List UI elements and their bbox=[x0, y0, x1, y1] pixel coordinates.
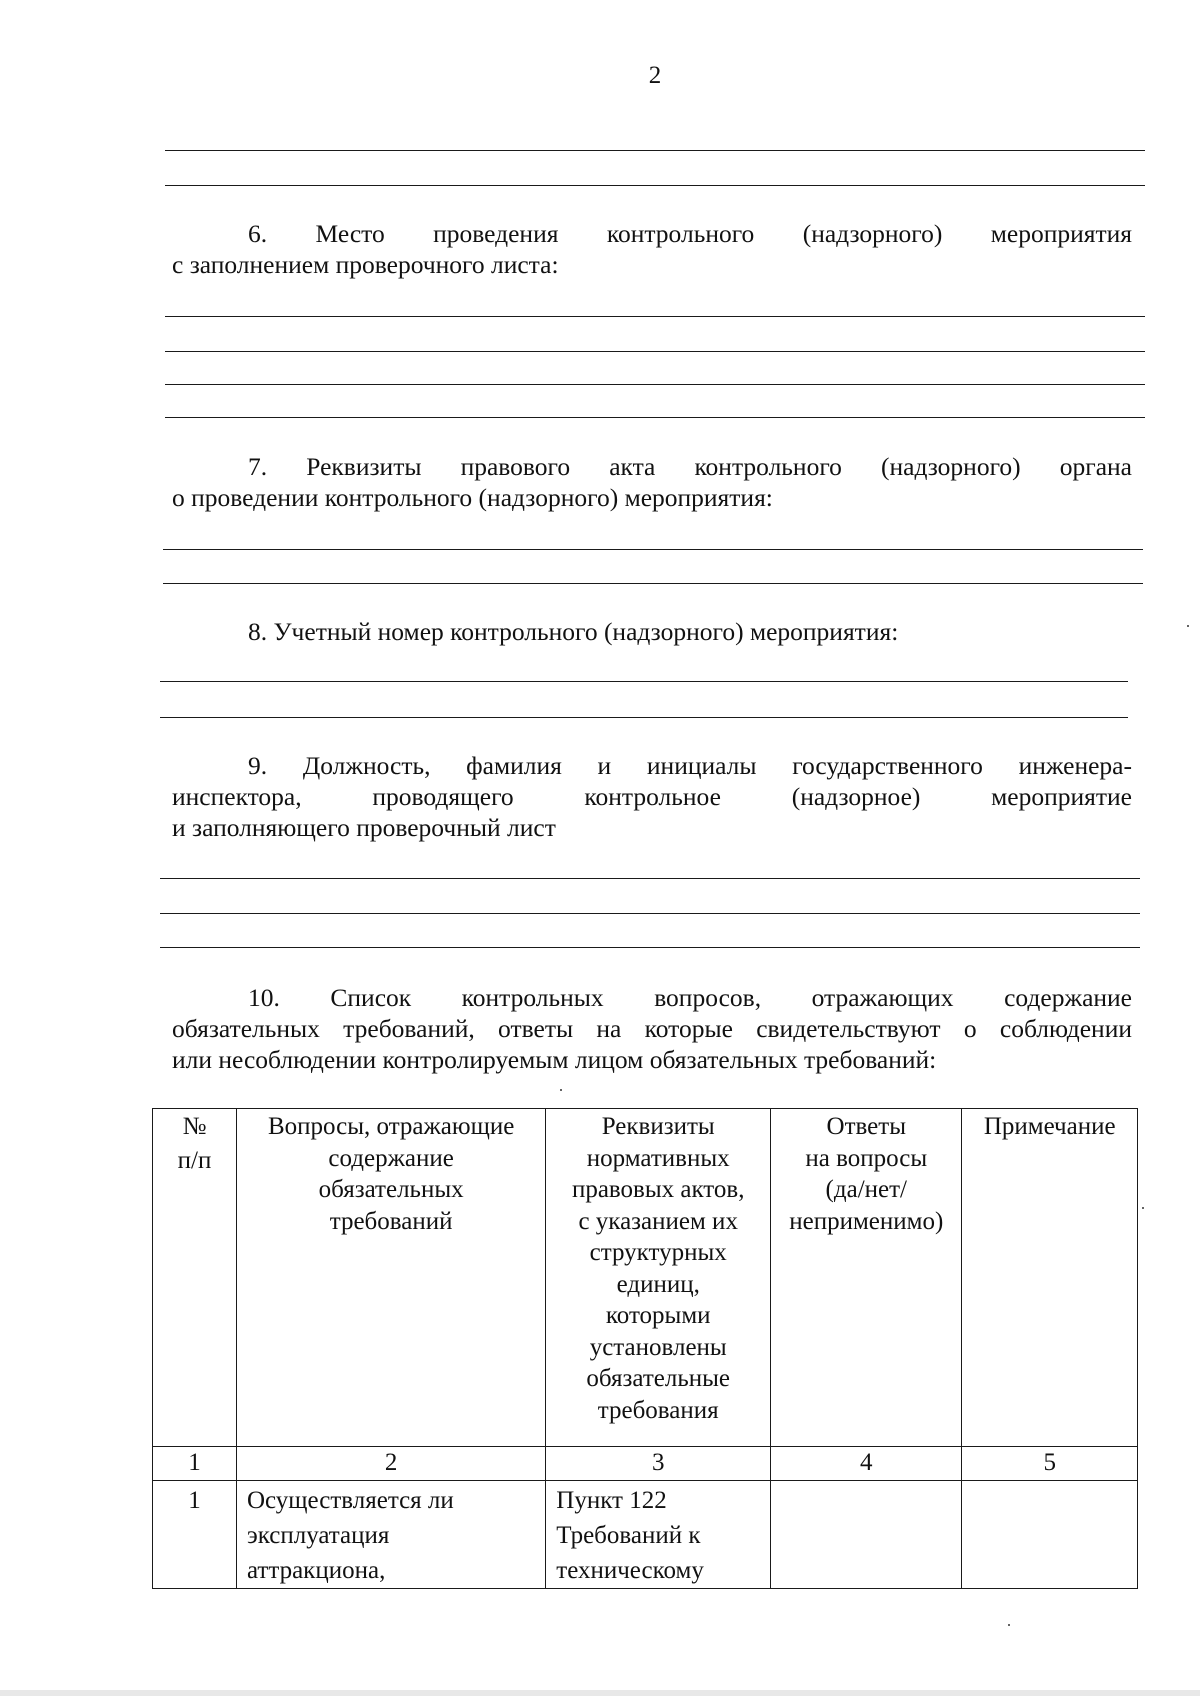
header-text-line: единиц, bbox=[616, 1270, 700, 1298]
header-number-sign: № bbox=[182, 1113, 207, 1140]
cell-text-line: Осуществляется ли bbox=[246, 1487, 454, 1514]
fill-line bbox=[165, 150, 1145, 151]
scan-speck bbox=[560, 1089, 562, 1091]
cell-text-line: Требований к bbox=[556, 1522, 701, 1549]
page-number: 2 bbox=[648, 62, 662, 89]
fill-line bbox=[160, 947, 1140, 948]
section-8-text bbox=[172, 616, 1132, 647]
header-text-line: обязательных bbox=[318, 1176, 464, 1203]
fill-line bbox=[160, 878, 1140, 879]
column-number: 2 bbox=[236, 1447, 545, 1481]
header-number-pp: п/п bbox=[177, 1146, 212, 1174]
section-8-line-1: 8. Учетный номер контрольного (надзорного) мероприятия: bbox=[248, 617, 899, 646]
section-6-line-1: 6. Место проведения контрольного (надзорного) мероприятия bbox=[248, 219, 1132, 248]
table-column-numbers-row bbox=[153, 1447, 1138, 1481]
fill-line bbox=[165, 185, 1145, 186]
column-number: 4 bbox=[771, 1447, 962, 1481]
header-text-line: неприменимо) bbox=[789, 1207, 944, 1235]
cell-text-line: техническому bbox=[556, 1557, 704, 1584]
row-requisites bbox=[546, 1481, 771, 1589]
header-text-line: правовых актов, bbox=[571, 1176, 745, 1203]
scan-speck bbox=[1142, 1207, 1144, 1209]
section-10-line-3: или несоблюдении контролируемым лицом обязательных требований: bbox=[172, 1045, 937, 1074]
section-9-line-2: инспектора, проводящего контрольное (надзорное) мероприятие bbox=[172, 782, 1132, 811]
section-9-text bbox=[172, 750, 1132, 843]
checklist-table bbox=[152, 1108, 1138, 1589]
header-note-col bbox=[962, 1109, 1138, 1447]
header-number-col bbox=[153, 1109, 237, 1447]
section-9-line-1: 9. Должность, фамилия и инициалы государственного инженера- bbox=[248, 751, 1132, 780]
column-number: 1 bbox=[153, 1447, 237, 1481]
header-text-line: Примечание bbox=[983, 1113, 1116, 1140]
row-answer bbox=[771, 1481, 962, 1589]
fill-line bbox=[165, 351, 1145, 352]
header-text-line: Вопросы, отражающие bbox=[267, 1113, 515, 1140]
header-text-line: установлены bbox=[589, 1333, 727, 1361]
section-7-line-1: 7. Реквизиты правового акта контрольного (надзорного) органа bbox=[248, 452, 1132, 481]
column-number: 5 bbox=[962, 1447, 1138, 1481]
fill-line bbox=[163, 549, 1143, 550]
row-note bbox=[962, 1481, 1138, 1589]
cell-text-line: аттракциона, bbox=[246, 1557, 386, 1584]
section-9-line-3: и заполняющего проверочный лист bbox=[172, 813, 556, 842]
header-text-line: структурных bbox=[589, 1239, 727, 1266]
column-number: 3 bbox=[546, 1447, 771, 1481]
header-text-line: содержание bbox=[328, 1144, 454, 1172]
header-questions-col bbox=[236, 1109, 545, 1447]
scan-speck bbox=[1187, 625, 1189, 627]
cell-text-line: Пункт 122 bbox=[556, 1487, 667, 1514]
section-7-text bbox=[172, 451, 1132, 513]
cell-text-line: эксплуатация bbox=[246, 1522, 390, 1549]
header-text-line: нормативных bbox=[586, 1144, 730, 1172]
fill-line bbox=[160, 681, 1128, 682]
header-answers-col bbox=[771, 1109, 962, 1447]
header-text-line: на вопросы bbox=[805, 1144, 928, 1172]
section-6-text bbox=[172, 218, 1132, 280]
header-text-line: обязательные bbox=[586, 1365, 730, 1392]
header-requisites-col bbox=[546, 1109, 771, 1447]
fill-line bbox=[163, 583, 1143, 584]
table-row bbox=[153, 1481, 1138, 1589]
header-text-line: с указанием их bbox=[578, 1207, 738, 1235]
fill-line bbox=[160, 913, 1140, 914]
scan-edge bbox=[0, 1690, 1200, 1696]
section-7-line-2: о проведении контрольного (надзорного) мероприятия: bbox=[172, 483, 773, 512]
header-text-line: которыми bbox=[605, 1302, 711, 1329]
section-10-line-1: 10. Список контрольных вопросов, отражающих содержание bbox=[248, 983, 1132, 1012]
header-text-line: Ответы bbox=[826, 1113, 906, 1140]
header-text-line: Реквизиты bbox=[601, 1113, 715, 1140]
row-number: 1 bbox=[153, 1481, 237, 1589]
fill-line bbox=[165, 417, 1145, 418]
fill-line bbox=[165, 316, 1145, 317]
section-6-line-2: с заполнением проверочного листа: bbox=[172, 250, 559, 279]
fill-line bbox=[165, 384, 1145, 385]
fill-line bbox=[160, 717, 1128, 718]
header-text-line: (да/нет/ bbox=[825, 1176, 907, 1203]
row-question bbox=[236, 1481, 545, 1589]
header-text-line: требования bbox=[597, 1396, 719, 1424]
section-10-text bbox=[172, 982, 1132, 1075]
scan-speck bbox=[1008, 1624, 1010, 1626]
header-text-line: требований bbox=[329, 1207, 453, 1235]
section-10-line-2: обязательных требований, ответы на которые свидетельствуют о соблюдении bbox=[172, 1014, 1132, 1043]
table-header-row bbox=[153, 1109, 1138, 1447]
